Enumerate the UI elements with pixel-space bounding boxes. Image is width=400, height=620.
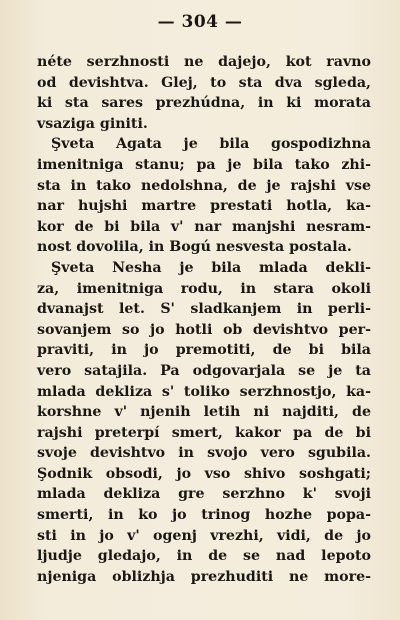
text-line: vsaziga giniti.	[37, 115, 148, 132]
text-line: kor de bi bila v' nar manjshi nesram-	[37, 218, 371, 235]
text-line: sovanjem so jo hotli ob devishtvo per-	[37, 321, 371, 338]
text-line: mlada dekliza gre serzhno k' svoji	[37, 486, 371, 503]
text-line: nar hujshi martre prestati hotla, ka-	[37, 198, 371, 215]
text-line: za, imenitniga rodu, in stara okoli	[37, 280, 371, 297]
text-line: rajshi preterpí smert, kakor pa de bi	[37, 424, 371, 441]
page-number: — 304 —	[157, 12, 243, 32]
text-line: ljudje gledajo, in de se nad lepoto	[37, 548, 371, 565]
text-line: praviti, in jo premotiti, de bi bila	[37, 342, 371, 359]
text-line: mlada dekliza s' toliko serzhnostjo, ka-	[37, 383, 371, 400]
text-line: sta in tako nedolshna, de je rajshi vse	[37, 177, 371, 194]
text-line: ki sta sares prezhúdna, in ki morata	[37, 95, 371, 112]
text-line: smerti, in ko jo trinog hozhe popa-	[37, 507, 371, 524]
text-line: sti in jo v' ogenj vrezhi, vidi, de jo	[37, 527, 371, 544]
text-line: njeniga oblizhja prezhuditi ne more-	[37, 568, 371, 585]
text-line: Şveta Nesha je bila mlada dekli-	[51, 259, 371, 276]
text-line: dvanajst let. S' sladkanjem in perli-	[37, 301, 371, 318]
text-line: Şveta Agata je bila gospodizhna	[51, 136, 371, 153]
body-text	[37, 52, 371, 587]
text-line: Şodnik obsodi, jo vso shivo soshgati;	[37, 465, 371, 482]
text-line: imenitniga stanu; pa je bila tako zhi-	[37, 156, 371, 173]
text-line: nost dovolila, in Bogú nesvesta postala.	[37, 239, 352, 256]
text-line: néte serzhnosti ne dajejo, kot ravno	[37, 54, 371, 70]
text-line: svoje devishtvo in svojo vero sgubila.	[37, 445, 371, 462]
text-line: od devishtva. Glej, to sta dva sgleda,	[37, 74, 371, 91]
text-line: korshne v' njenih letih ni najditi, de	[37, 404, 371, 421]
text-line: vero satajila. Pa odgovarjala se je ta	[37, 362, 371, 379]
